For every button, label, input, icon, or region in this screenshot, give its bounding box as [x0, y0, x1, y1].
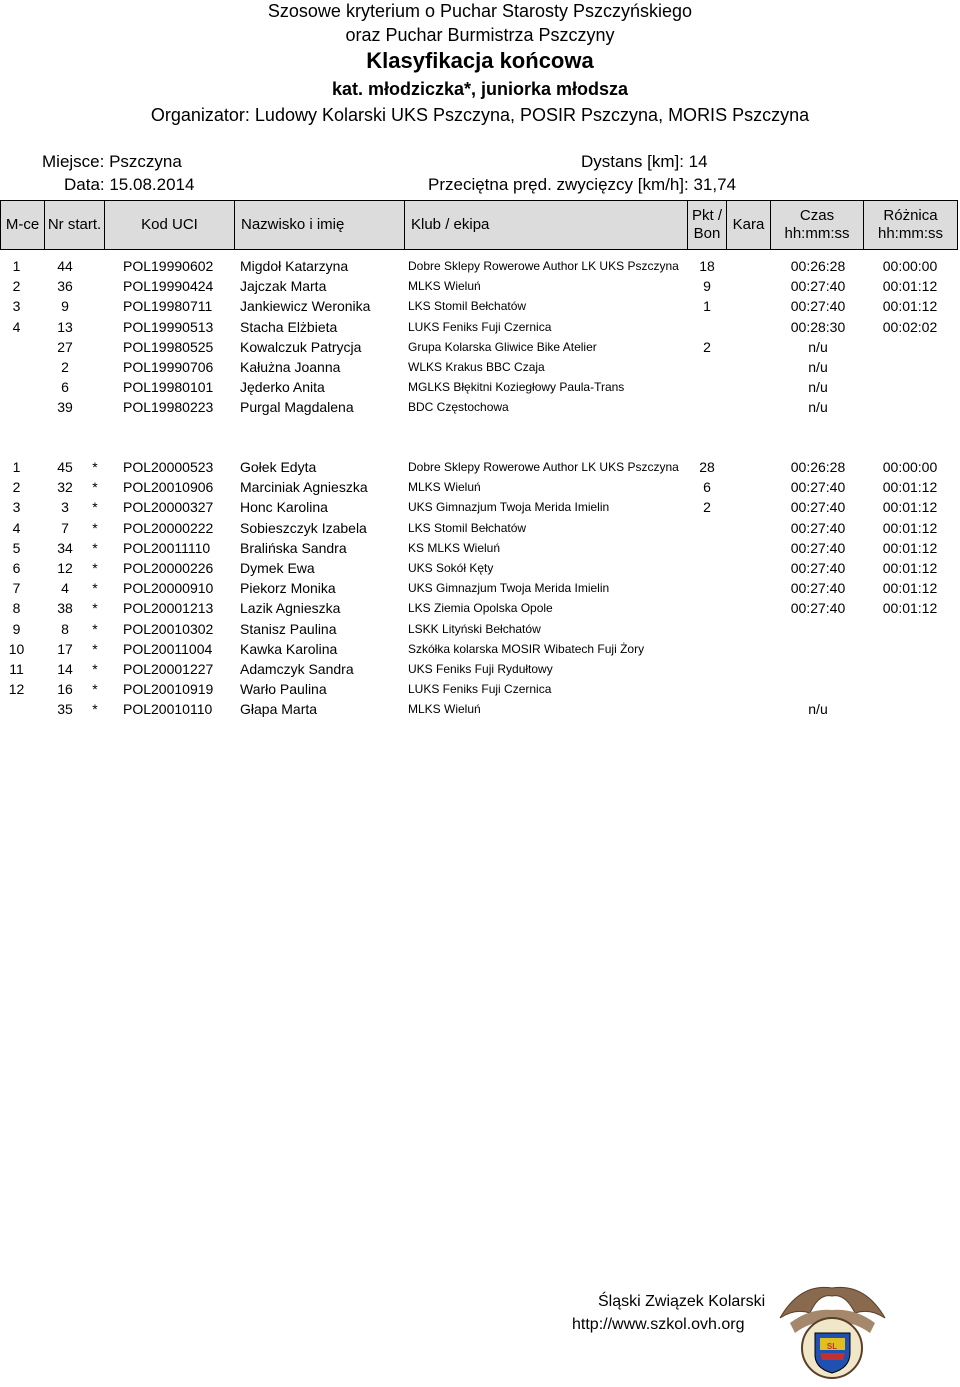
cell-star: * [92, 661, 98, 677]
cell-diff: 00:02:02 [882, 318, 938, 335]
cell-diff: 00:01:12 [882, 600, 938, 617]
cell-pkt: 9 [703, 278, 711, 295]
cell-club: LKS Stomil Bełchatów [408, 520, 527, 535]
table-header [0, 200, 958, 250]
cell-diff: 00:01:12 [882, 479, 938, 496]
table-row [0, 558, 960, 578]
cell-club: MLKS Wieluń [408, 480, 481, 495]
cell-name: Migdoł Katarzyna [240, 258, 349, 274]
table-row [0, 337, 960, 357]
table-row [0, 276, 960, 296]
cell-name: Kałużna Joanna [240, 359, 341, 375]
cell-name: Adamczyk Sandra [240, 661, 354, 677]
cell-uci: POL19990706 [123, 359, 214, 375]
cell-uci: POL20000523 [123, 459, 214, 475]
cell-time: 00:26:28 [790, 258, 846, 274]
header-club: Klub / ekipa [405, 201, 688, 249]
cell-pkt: 1 [703, 298, 711, 315]
cell-club: MGLKS Błękitni Koziegłowy Paula-Trans [408, 380, 625, 395]
logo-text: SL [826, 1342, 838, 1351]
cell-diff: 00:01:12 [882, 519, 938, 536]
table-row [0, 497, 960, 517]
table-row [0, 477, 960, 497]
cell-club: LUKS Feniks Fuji Czernica [408, 319, 552, 334]
cell-time: 00:27:40 [790, 499, 846, 516]
cell-club: LUKS Feniks Fuji Czernica [408, 682, 552, 697]
cell-place: 1 [12, 459, 21, 475]
cell-place: 7 [12, 580, 21, 597]
cell-time: 00:26:28 [790, 459, 846, 475]
cell-place: 6 [12, 560, 21, 576]
cell-name: Jankiewicz Weronika [240, 298, 371, 315]
cell-name: Gołek Edyta [240, 459, 317, 475]
cell-time: n/u [808, 359, 828, 375]
header-diff-format: hh:mm:ss [877, 225, 943, 242]
cell-place: 4 [12, 519, 21, 536]
cell-nr: 4 [61, 580, 69, 597]
cell-name: Stanisz Paulina [240, 620, 337, 637]
cell-uci: POL19980711 [123, 298, 213, 315]
cell-diff: 00:01:12 [882, 499, 938, 516]
cell-pkt: 2 [703, 499, 711, 516]
cell-name: Honc Karolina [240, 499, 328, 516]
cell-uci: POL20000327 [123, 499, 214, 516]
cell-uci: POL19980223 [123, 399, 214, 416]
cell-diff: 00:01:12 [882, 278, 938, 295]
header-bon-label: Bon [693, 225, 721, 242]
cell-star: * [92, 479, 98, 496]
cell-name: Marciniak Agnieszka [240, 479, 368, 496]
cell-name: Kawka Karolina [240, 640, 338, 657]
cell-uci: POL19980525 [123, 338, 214, 355]
cell-time: 00:28:30 [790, 318, 846, 335]
cell-time: 00:27:40 [790, 278, 846, 295]
cell-diff: 00:01:12 [882, 298, 938, 315]
cell-nr: 44 [57, 258, 73, 274]
cell-uci: POL20000910 [123, 580, 214, 597]
cell-club: MLKS Wieluń [408, 702, 481, 717]
cell-nr: 7 [61, 519, 69, 536]
cell-name: Lazik Agnieszka [240, 600, 341, 617]
table-row [0, 457, 960, 477]
cell-pkt: 18 [699, 258, 715, 274]
cell-time: n/u [808, 379, 828, 396]
table-row [0, 256, 960, 276]
cell-place: 1 [12, 258, 21, 274]
cell-time: 00:27:40 [790, 519, 846, 536]
cell-uci: POL19990513 [123, 318, 214, 335]
header-time-format: hh:mm:ss [784, 225, 850, 242]
cell-uci: POL20010302 [123, 620, 214, 637]
footer-organization: Śląski Związek Kolarski [598, 1293, 766, 1310]
cell-place: 10 [8, 640, 25, 657]
cell-star: * [92, 539, 98, 556]
speed-info: Przeciętna pręd. zwycięzcy [km/h]: 31,74 [428, 175, 737, 194]
table-row [0, 317, 960, 337]
cell-star: * [92, 519, 98, 536]
header-time-label: Czas [799, 207, 835, 224]
cell-name: Piekorz Monika [240, 580, 336, 597]
cell-club: Szkółka kolarska MOSIR Wibatech Fuji Żory [408, 641, 645, 656]
header-nr: Nr start. [45, 201, 105, 249]
cell-nr: 27 [57, 338, 73, 355]
table-row [0, 357, 960, 377]
cell-uci: POL20010906 [123, 479, 214, 496]
cell-place: 3 [12, 499, 21, 516]
cell-time: 00:27:40 [790, 298, 846, 315]
cell-place: 12 [8, 681, 25, 698]
header-diff [864, 201, 957, 249]
cell-uci: POL20010919 [123, 681, 214, 698]
header-place: M-ce [1, 201, 45, 249]
cell-name: Purgal Magdalena [240, 399, 354, 416]
cell-time: 00:27:40 [790, 539, 846, 556]
cell-nr: 45 [57, 459, 73, 475]
cell-nr: 34 [57, 539, 73, 556]
cell-uci: POL19990602 [123, 258, 214, 274]
header-kara: Kara [727, 201, 771, 249]
date-info: Data: 15.08.2014 [64, 175, 195, 194]
cell-star: * [92, 499, 98, 516]
cell-name: Stacha Elżbieta [240, 318, 338, 335]
header-uci: Kod UCI [105, 201, 235, 249]
table-row [0, 598, 960, 618]
cell-nr: 14 [57, 661, 73, 677]
title-line-2: oraz Puchar Burmistrza Pszczyny [345, 25, 615, 45]
cell-uci: POL20000226 [123, 560, 214, 576]
distance-info: Dystans [km]: 14 [581, 152, 708, 171]
cell-star: * [92, 600, 98, 617]
table-row [0, 659, 960, 679]
cell-club: Dobre Sklepy Rowerowe Author LK UKS Pszczyna [408, 460, 679, 474]
place-info: Miejsce: Pszczyna [42, 152, 182, 171]
cell-club: MLKS Wieluń [408, 279, 481, 294]
cell-place: 11 [9, 661, 24, 677]
cell-name: Warło Paulina [240, 681, 327, 698]
cell-name: Dymek Ewa [240, 560, 315, 576]
cell-star: * [92, 640, 98, 657]
cell-name: Jęderko Anita [240, 379, 325, 396]
cell-nr: 17 [57, 640, 73, 657]
cell-club: UKS Gimnazjum Twoja Merida Imielin [408, 500, 610, 515]
cell-time: 00:27:40 [790, 479, 846, 496]
category-title: kat. młodziczka*, juniorka młodsza [331, 79, 629, 99]
cell-time: 00:27:40 [790, 600, 846, 617]
table-row [0, 578, 960, 598]
cell-club: LKS Ziemia Opolska Opole [408, 601, 553, 616]
cell-nr: 36 [57, 278, 73, 295]
cell-nr: 3 [61, 499, 69, 516]
cell-club: UKS Sokół Kęty [408, 561, 494, 575]
cell-nr: 16 [57, 681, 73, 698]
cell-nr: 35 [57, 701, 73, 718]
cell-uci: POL20011004 [123, 640, 213, 657]
cell-club: Grupa Kolarska Gliwice Bike Atelier [408, 339, 597, 354]
cell-uci: POL19990424 [123, 278, 214, 295]
table-row [0, 518, 960, 538]
cell-club: UKS Feniks Fuji Rydułtowy [408, 662, 553, 676]
cell-name: Głapa Marta [240, 701, 318, 718]
cell-time: n/u [808, 701, 828, 718]
cell-star: * [92, 459, 98, 475]
cell-place: 5 [12, 539, 21, 556]
cell-club: UKS Gimnazjum Twoja Merida Imielin [408, 581, 610, 596]
cell-place: 9 [12, 620, 21, 637]
cell-place: 2 [12, 278, 21, 295]
cell-diff: 00:01:12 [882, 580, 938, 597]
cell-uci: POL20011110 [123, 539, 211, 556]
header-diff-label: Różnica [883, 207, 938, 224]
cell-star: * [92, 560, 98, 576]
cell-uci: POL19980101 [123, 379, 214, 396]
szkol-logo [770, 1278, 895, 1383]
cell-club: Dobre Sklepy Rowerowe Author LK UKS Pszczyna [408, 259, 679, 273]
cell-star: * [92, 580, 98, 597]
cell-uci: POL20001227 [123, 661, 214, 677]
table-row [0, 538, 960, 558]
cell-name: Kowalczuk Patrycja [240, 338, 362, 355]
cell-pkt: 2 [703, 338, 711, 355]
cell-diff: 00:00:00 [882, 459, 938, 475]
table-row [0, 377, 960, 397]
cell-nr: 8 [61, 620, 69, 637]
title-line-1: Szosowe kryterium o Puchar Starosty Pszczyńskiego [267, 1, 693, 21]
table-row [0, 296, 960, 316]
cell-name: Sobieszczyk Izabela [240, 519, 367, 536]
cell-club: KS MLKS Wieluń [408, 540, 501, 555]
cell-nr: 2 [61, 359, 69, 375]
cell-place: 8 [12, 600, 21, 617]
cell-place: 2 [12, 479, 21, 496]
cell-star: * [92, 701, 98, 718]
cell-star: * [92, 681, 98, 698]
footer-url[interactable]: http://www.szkol.ovh.org [572, 1316, 745, 1333]
cell-time: n/u [808, 399, 828, 416]
cell-nr: 39 [57, 399, 73, 416]
cell-club: BDC Częstochowa [408, 400, 509, 415]
cell-diff: 00:00:00 [882, 258, 938, 274]
cell-nr: 13 [57, 318, 73, 335]
cell-uci: POL20001213 [123, 600, 214, 617]
organizer-line: Organizator: Ludowy Kolarski UKS Pszczyna, POSIR Pszczyna, MORIS Pszczyna [150, 105, 810, 125]
cell-nr: 12 [57, 560, 73, 576]
table-row [0, 619, 960, 639]
cell-nr: 38 [57, 600, 73, 617]
cell-nr: 9 [61, 298, 69, 315]
cell-club: LSKK Lityński Bełchatów [408, 621, 541, 636]
header-name: Nazwisko i imię [235, 201, 405, 249]
header-time [771, 201, 864, 249]
cell-time: n/u [808, 338, 828, 355]
cell-pkt: 28 [699, 459, 715, 475]
cell-name: Jajczak Marta [240, 278, 327, 295]
cell-nr: 32 [57, 479, 73, 496]
cell-star: * [92, 620, 98, 637]
cell-nr: 6 [61, 379, 69, 396]
cell-pkt: 6 [703, 479, 711, 496]
cell-place: 4 [12, 318, 21, 335]
cell-name: Bralińska Sandra [240, 539, 347, 556]
cell-club: WLKS Krakus BBC Czaja [408, 360, 545, 374]
table-row [0, 639, 960, 659]
cell-time: 00:27:40 [790, 580, 846, 597]
header-pkt-label: Pkt / [691, 207, 722, 224]
header-pkt [688, 201, 727, 249]
table-row [0, 679, 960, 699]
cell-time: 00:27:40 [790, 560, 846, 576]
table-row [0, 699, 960, 719]
cell-uci: POL20000222 [123, 519, 214, 536]
cell-place: 3 [12, 298, 21, 315]
cell-club: LKS Stomil Bełchatów [408, 299, 527, 314]
table-row [0, 397, 960, 417]
cell-diff: 00:01:12 [882, 560, 938, 576]
cell-diff: 00:01:12 [882, 539, 938, 556]
cell-uci: POL20010110 [123, 701, 213, 718]
page-title: Klasyfikacja końcowa [366, 48, 594, 73]
